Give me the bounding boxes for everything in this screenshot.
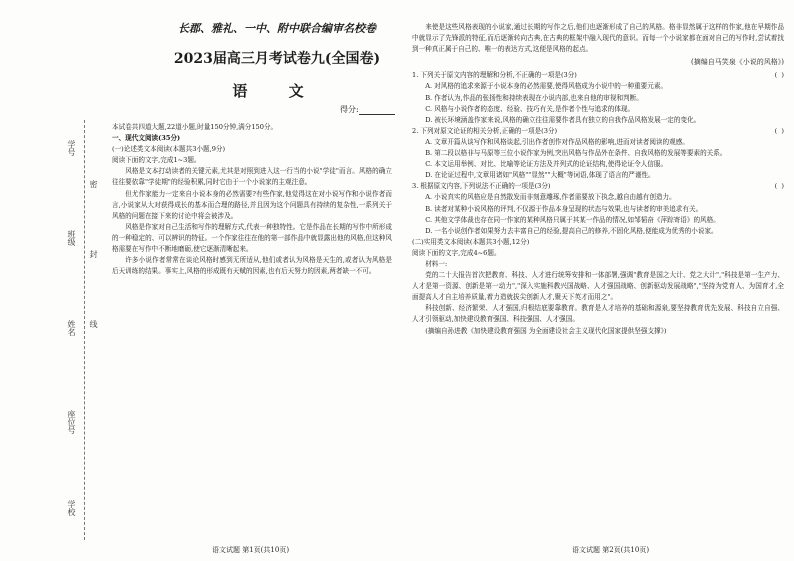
passage-paragraph: 风格是作家对自己生活和写作的理解方式,代表一种独特性。它是作品在长期的写作中所形成的一种稳定的、可以辨识的特征。一个作家往往在他的第一部作品中就显露出他的风格,但这种风格需要在写作中不断地磨砺,使它逐渐清晰起来。: [112, 222, 392, 254]
section-heading: 一、现代文阅读(35分): [112, 134, 181, 143]
subsection-instruction: 阅读下面的文字,完成4~6题。: [412, 248, 501, 257]
exam-title: 2023届高三月考试卷九(全国卷): [173, 51, 381, 67]
option: C. 其他文学体裁也存在同一作家的某种风格只属于其某一作品的情况,如邹韬奋《萍踪寄语》的风格。: [425, 215, 720, 224]
passage-paragraph: 风格是文本打动读者的关键元素,尤其是对照到进入这一行当的小说"学徒"而言。风格的确立往往要依靠"学徒期"的经验积累,同时它由于一个小说家的主观注意。: [112, 167, 392, 187]
material-paragraph: 科技创新、经济繁荣、人才强国,归根结底要靠教育。教育是人才培养的基础和源泉,要坚持教育优先发展、科技自立自强、人才引领驱动,加快建设教育强国、科技强国、人才强国。: [412, 304, 784, 324]
option: A. 文章开篇从谈写作和风格谈起,引出作者创作对作品风格的影响,进而对读者阅读的观感。: [425, 137, 689, 146]
question-1: 1. 下列关于原文内容的理解和分析,不正确的一项是(3分) ( ): [412, 71, 784, 80]
binding-label-school: 学校: [67, 500, 76, 516]
option: D. 一名小说创作者如果努力去丰富自己的经验,提高自己的修养,不固化风格,便能成为优秀的小说家。: [425, 226, 718, 235]
question-2: 2. 下列对原文论证的相关分析,正确的一项是(3分) ( ): [412, 126, 784, 135]
material-label: 材料一:: [425, 259, 448, 268]
option: B. 读者对某种小说风格的评判,不仅源于作品本身呈现的状态与效果,也与读者的审美追求有关。: [425, 204, 703, 213]
score-field: [340, 104, 395, 115]
left-body: [112, 122, 392, 277]
binding-label-student-id: 学号: [67, 140, 76, 156]
right-page: [402, 0, 794, 561]
passage-source: (摘编自马笑泉《小说的风格》): [691, 58, 784, 67]
material-paragraph: 党的二十大报告首次把教育、科技、人才进行统筹安排和一体部署,强调"教育是国之大计、党之大计","科技是第一生产力、人才是第一资源、创新是第一动力","深入实施科教兴国战略、人才强国战略、创新驱动发展战略","坚持为党育人、为国育才,全面提高人才自主培养质量,着力造就拔尖创新人才,聚天下英才而用之"。: [412, 271, 784, 302]
binding-label-mi: 密: [89, 180, 98, 188]
subsection-instruction: 阅读下面的文字,完成1~3题。: [112, 156, 201, 165]
intro-text: 本试卷共四道大题,22道小题,时量150分钟,满分150分。: [112, 123, 278, 131]
binding-margin: [6, 120, 98, 540]
option: B. 作者认为,作品的张扬性和持续表现在小说内部,也来自他的审视和判断。: [425, 93, 643, 102]
page-footer: 语文试题 第2页(共10页): [572, 546, 650, 554]
subsection-heading: (二)实用类文本阅读(本题共3小题,12分): [412, 237, 530, 246]
option: D. 在论证过程中,文章用诸如"风格""显然""大概"等词语,体现了语言的严谨性。: [425, 171, 655, 180]
seal-line: [84, 120, 85, 540]
option: C. 风格与小说作者的态度、经验、技巧有关,是作者个性与追求的体现。: [425, 104, 635, 113]
score-blank: [359, 106, 395, 115]
binding-label-feng: 封: [89, 250, 98, 258]
page-footer: 语文试题 第1页(共10页): [212, 546, 290, 554]
passage-paragraph: 许多小说作者常常在谈论风格时感到无所适从,他们或者认为风格是天生的,或者认为风格是后天训练的结果。事实上,风格的形成既有天赋的因素,也有后天努力的因素,两者缺一不可。: [112, 256, 392, 276]
binding-label-xian: 线: [89, 320, 98, 328]
binding-label-class: 班级: [67, 230, 76, 246]
option: D. 被长环境涵盖作家来说,风格的确立往往需要作者具有独立的自我作品风格发展一定的变化。: [425, 115, 701, 124]
score-label: 得分:: [340, 105, 359, 114]
subsection-heading: (一)论述类文本阅读(本题共3小题,9分): [112, 145, 226, 154]
material-source: (摘编自孙进教《加快建设教育强国 为全面建设社会主义现代化国家提供坚强支撑》): [425, 326, 667, 335]
subject-title: 语 文: [232, 82, 322, 100]
question-3: 3. 根据原文内容,下列说法不正确的一项是(3分) ( ): [412, 182, 784, 191]
option: A. 小说真实的风格应是自然散发而非刻意雕琢,作者需要放下执念,越自由越有创造力。: [425, 193, 676, 202]
option: C. 本文运用举例、对比、比喻等论证方法及并列式的论证结构,使得论证令人信服。: [425, 160, 668, 169]
binding-label-seat: 座位号: [67, 410, 76, 434]
option: B. 第二段以格非与马原等三位小说作家为例,突出风格与作品外在条件、自我风格的发展等要素的关系。: [425, 149, 727, 158]
passage-paragraph: 但尤作家能力一定来自小说本身的必然需要?有些作家,他觉得这在对小说写作和小说作者而言,小说家从大对获得成长的基本而合理的路径,并且因为这个问题具有持续的复杂性,一系列关于风格的问题在接下来的讨论中将会被涉及。: [112, 189, 392, 220]
binding-label-name: 姓名: [67, 320, 76, 336]
exam-header: 长郡、雅礼、一中、附中联合编审名校卷: [178, 22, 376, 35]
passage-paragraph: 来使是这些风格表现的小说家,通过长期的写作之后,他们也逐渐形成了自己的风格。格非显然属于这样的作家,他在早期作品中就显示了先锋派的特征,而后逐渐转向古典,在古典的框架中融入现代的意识。而每一个小说家都在面对自己的写作时,尝试着找到一种真正属于自己的、唯一的表达方式,这便是风格的起点。: [412, 23, 784, 54]
right-top-paragraph: [412, 22, 784, 337]
option: A. 对风格的追求来源于小说本身的必然需要,使得风格成为小说中的一种重要元素。: [425, 82, 668, 91]
